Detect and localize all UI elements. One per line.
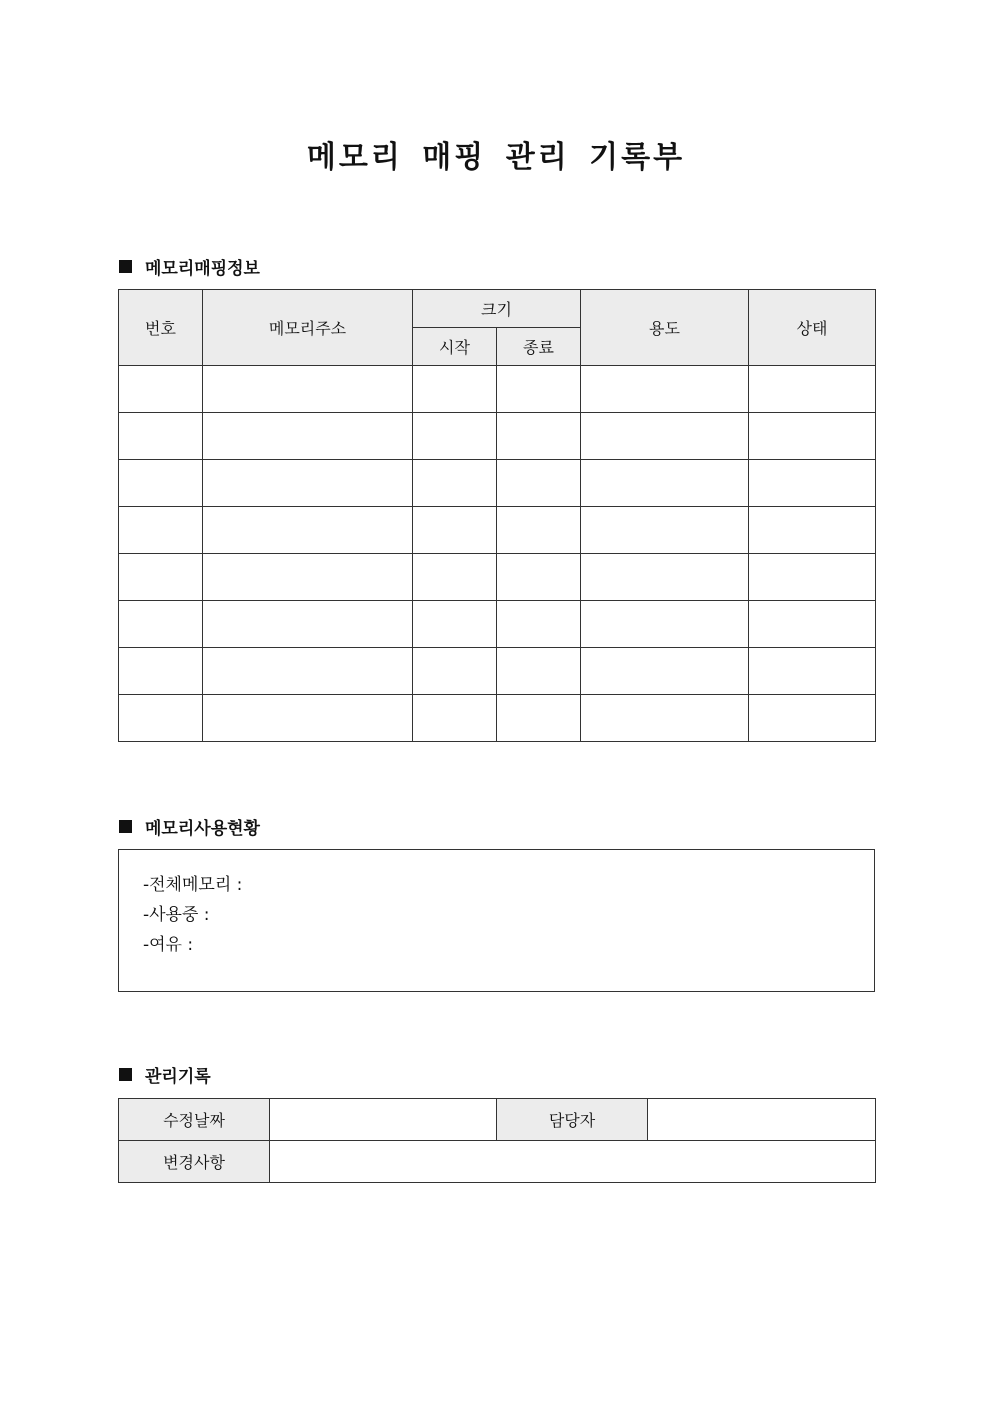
square-bullet-icon [119, 820, 132, 833]
square-bullet-icon [119, 1068, 132, 1081]
cell-status[interactable] [749, 507, 876, 554]
square-bullet-icon [119, 260, 132, 273]
cell-purpose[interactable] [581, 366, 749, 413]
table-row [119, 366, 876, 413]
cell-number[interactable] [119, 601, 203, 648]
cell-status[interactable] [749, 648, 876, 695]
cell-number[interactable] [119, 554, 203, 601]
cell-number[interactable] [119, 460, 203, 507]
cell-address[interactable] [203, 648, 413, 695]
header-purpose: 용도 [581, 290, 749, 366]
cell-number[interactable] [119, 648, 203, 695]
header-number: 번호 [119, 290, 203, 366]
memory-usage-box [118, 849, 875, 992]
cell-start[interactable] [413, 695, 497, 742]
management-record-table [118, 1098, 876, 1183]
cell-start[interactable] [413, 507, 497, 554]
table-row [119, 648, 876, 695]
cell-number[interactable] [119, 507, 203, 554]
table-row [119, 601, 876, 648]
table-row [119, 413, 876, 460]
cell-start[interactable] [413, 648, 497, 695]
table-row [119, 507, 876, 554]
cell-purpose[interactable] [581, 554, 749, 601]
header-size: 크기 [413, 290, 581, 328]
modified-date-label: 수정날짜 [119, 1099, 270, 1141]
cell-purpose[interactable] [581, 460, 749, 507]
cell-address[interactable] [203, 460, 413, 507]
cell-status[interactable] [749, 695, 876, 742]
memory-mapping-table [118, 289, 876, 742]
cell-address[interactable] [203, 554, 413, 601]
cell-end[interactable] [497, 413, 581, 460]
cell-end[interactable] [497, 554, 581, 601]
mapping-heading-text: 메모리매핑정보 [145, 259, 260, 279]
cell-address[interactable] [203, 507, 413, 554]
modified-date-field[interactable] [270, 1099, 497, 1141]
cell-purpose[interactable] [581, 695, 749, 742]
cell-address[interactable] [203, 601, 413, 648]
cell-status[interactable] [749, 554, 876, 601]
cell-start[interactable] [413, 366, 497, 413]
cell-status[interactable] [749, 601, 876, 648]
cell-purpose[interactable] [581, 601, 749, 648]
cell-end[interactable] [497, 695, 581, 742]
cell-end[interactable] [497, 648, 581, 695]
record-section-heading [119, 1062, 211, 1087]
usage-in-use-line[interactable]: -사용중 : [143, 905, 210, 925]
usage-free-line[interactable]: -여유 : [143, 935, 194, 955]
document-title: 메모리 매핑 관리 기록부 [306, 140, 686, 175]
header-address: 메모리주소 [203, 290, 413, 366]
cell-purpose[interactable] [581, 507, 749, 554]
table-row [119, 1099, 876, 1141]
usage-total-line[interactable]: -전체메모리 : [143, 875, 243, 895]
cell-purpose[interactable] [581, 648, 749, 695]
table-row [119, 1141, 876, 1183]
mapping-section-heading [119, 254, 260, 279]
cell-status[interactable] [749, 460, 876, 507]
header-status: 상태 [749, 290, 876, 366]
cell-number[interactable] [119, 695, 203, 742]
table-row [119, 554, 876, 601]
manager-label: 담당자 [497, 1099, 648, 1141]
cell-number[interactable] [119, 413, 203, 460]
table-row [119, 695, 876, 742]
cell-start[interactable] [413, 460, 497, 507]
cell-start[interactable] [413, 413, 497, 460]
manager-field[interactable] [648, 1099, 876, 1141]
cell-address[interactable] [203, 695, 413, 742]
changes-field[interactable] [270, 1141, 876, 1183]
cell-status[interactable] [749, 413, 876, 460]
usage-heading-text: 메모리사용현황 [145, 819, 260, 839]
cell-end[interactable] [497, 460, 581, 507]
cell-number[interactable] [119, 366, 203, 413]
cell-address[interactable] [203, 413, 413, 460]
cell-end[interactable] [497, 366, 581, 413]
table-row [119, 460, 876, 507]
cell-status[interactable] [749, 366, 876, 413]
cell-end[interactable] [497, 601, 581, 648]
header-end: 종료 [497, 328, 581, 366]
cell-start[interactable] [413, 601, 497, 648]
header-start: 시작 [413, 328, 497, 366]
cell-start[interactable] [413, 554, 497, 601]
changes-label: 변경사항 [119, 1141, 270, 1183]
record-heading-text: 관리기록 [145, 1067, 211, 1087]
cell-end[interactable] [497, 507, 581, 554]
usage-section-heading [119, 814, 260, 839]
cell-address[interactable] [203, 366, 413, 413]
cell-purpose[interactable] [581, 413, 749, 460]
